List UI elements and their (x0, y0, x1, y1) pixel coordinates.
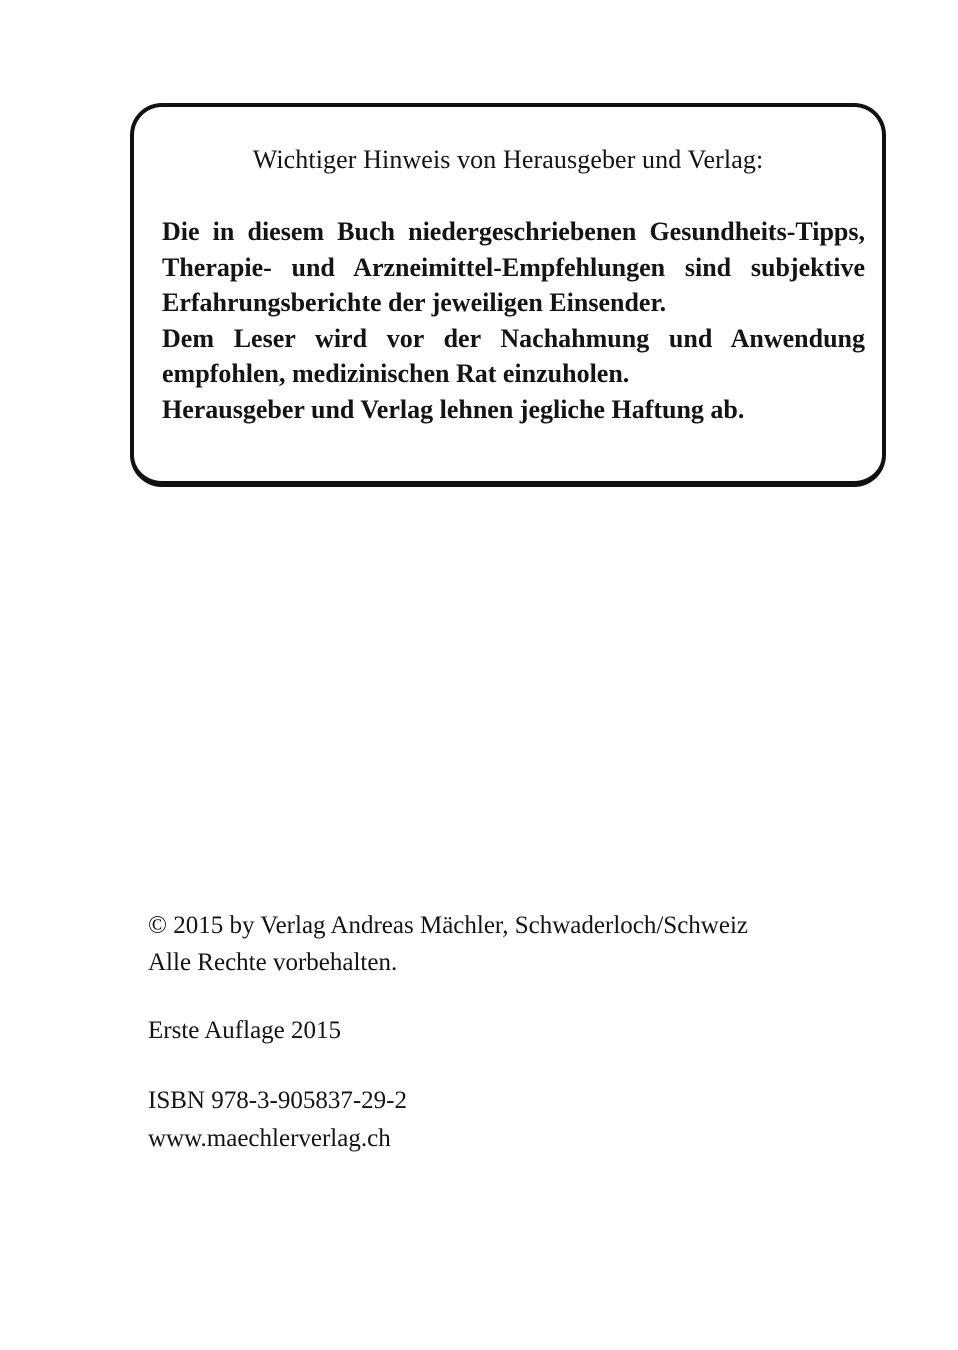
publisher-website: www.maechlerverlag.ch (148, 1125, 391, 1152)
copyright-notice: © 2015 by Verlag Andreas Mächler, Schwaderloch/Schweiz (148, 912, 748, 939)
edition-info: Erste Auflage 2015 (148, 1017, 342, 1044)
isbn-number: ISBN 978-3-905837-29-2 (148, 1087, 408, 1114)
disclaimer-line-3: Erfahrungsberichte der jeweiligen Einsender. (162, 288, 667, 317)
rights-reserved: Alle Rechte vorbehalten. (148, 949, 398, 976)
disclaimer-title: Wichtiger Hinweis von Herausgeber und Verlag: (252, 145, 764, 174)
disclaimer-line-4: Dem Leser wird vor der Nachahmung und Anwendung (162, 323, 865, 353)
disclaimer-box (130, 103, 886, 487)
disclaimer-line-5: empfohlen, medizinischen Rat einzuholen. (162, 359, 630, 388)
disclaimer-text (162, 214, 865, 427)
disclaimer-line-2: Therapie- und Arzneimittel-Empfehlungen sind subjektive (162, 252, 865, 282)
disclaimer-line-6: Herausgeber und Verlag lehnen jegliche Haftung ab. (162, 394, 745, 424)
disclaimer-line-1: Die in diesem Buch niedergeschriebenen Gesundheits-Tipps, (162, 217, 865, 246)
